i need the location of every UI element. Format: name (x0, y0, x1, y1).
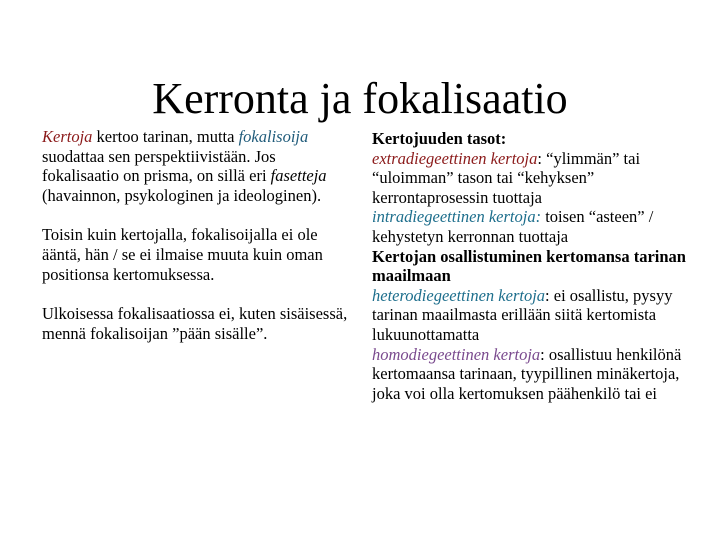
term-heterodiegeettinen: heterodiegeettinen kertoja (372, 285, 546, 305)
item-heterodiegeettinen (372, 286, 692, 345)
item-extradiegeettinen (372, 149, 692, 208)
left-paragraph-3: Ulkoisessa fokalisaatiossa ei, kuten sisäisessä, mennä fokalisoijan ”pään sisälle”. (42, 304, 348, 343)
left-paragraph-2: Toisin kuin kertojalla, fokalisoijalla ei ole ääntä, hän / se ei ilmaise muuta kuin oman positionsa kertomuksessa. (42, 225, 323, 284)
term-intradiegeettinen: intradiegeettinen kertoja: (372, 207, 542, 227)
text: kertoo tarinan, mutta (92, 127, 239, 146)
right-column (372, 129, 692, 403)
text: : “ylimmän” tai “uloimman” tason tai “kehyksen” kerrontaprosessin tuottaja (372, 148, 641, 207)
term-fokalisoija: fokalisoija (238, 127, 309, 146)
text: : ei osallistu, pysyy tarinan maailmasta erillään siitä kertomista lukuunottamatta (372, 285, 673, 344)
text: (havainnon, psykologinen ja ideologinen). (42, 185, 322, 205)
item-homodiegeettinen (372, 345, 692, 404)
text: toisen “asteen” / kehystetyn kerronnan tuottaja (372, 207, 654, 246)
left-paragraph-1 (42, 127, 352, 205)
heading-kertojan-osallistuminen: Kertojan osallistuminen kertomansa tarinan maailmaan (372, 246, 686, 286)
item-intradiegeettinen (372, 207, 692, 246)
term-homodiegeettinen: homodiegeettinen kertoja (372, 344, 541, 364)
term-kertoja: Kertoja (42, 127, 93, 146)
left-column (42, 127, 352, 343)
term-fasetteja: fasetteja (270, 166, 327, 186)
text: : osallistuu henkilönä kertomaansa tarinaan, tyypillinen minäkertoja, joka voi olla kertomuksen päähenkilö tai ei (372, 344, 682, 403)
text: suodattaa sen perspektiivistään. Jos fokalisaatio on prisma, on sillä eri (42, 146, 276, 186)
term-extradiegeettinen: extradiegeettinen kertoja (372, 148, 538, 168)
heading-kertojuuden-tasot: Kertojuuden tasot: (372, 129, 507, 148)
page-title: Kerronta ja fokalisaatio (152, 74, 568, 124)
